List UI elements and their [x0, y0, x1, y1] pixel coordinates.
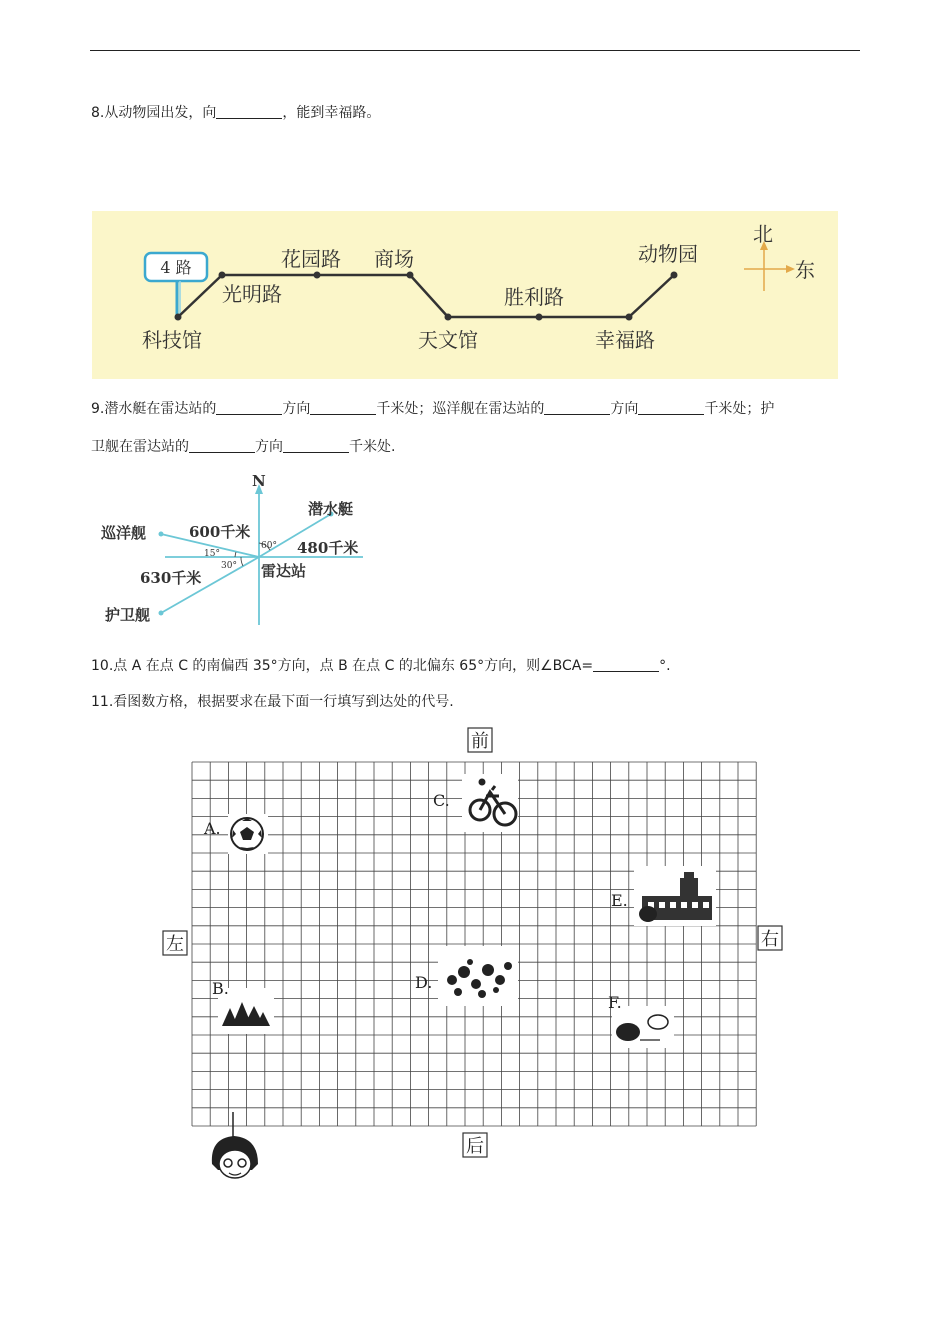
- point-c-label: C.: [433, 791, 450, 810]
- q9-text-b: 方向: [282, 401, 311, 417]
- compass-north-label: 北: [753, 222, 773, 246]
- radar-cruiser-label: 巡洋舰: [101, 524, 147, 542]
- q9-text-g: 方向: [255, 439, 283, 455]
- q9-blank-2[interactable]: [310, 400, 376, 415]
- stop-label-dongwu: 动物园: [638, 242, 698, 266]
- question-8: [91, 94, 380, 132]
- point-e-label: E.: [611, 891, 628, 910]
- q11-text: 11.看图数方格，根据要求在最下面一行填写到达处的代号.: [91, 694, 454, 710]
- soccer-ball-icon: [231, 818, 263, 850]
- radar-figure: [95, 470, 370, 630]
- stop-dot-guangming: [219, 272, 226, 279]
- question-10: [91, 647, 671, 685]
- left-label: 左: [166, 934, 184, 955]
- q9-text-f: 卫舰在雷达站的: [91, 439, 189, 455]
- q8-blank[interactable]: [216, 104, 282, 119]
- route-map-background: [92, 211, 838, 379]
- q9-text-a: 9.潜水艇在雷达站的: [91, 401, 217, 417]
- point-b-label: B.: [212, 979, 229, 998]
- question-9-line-2: [91, 428, 395, 466]
- q9-blank-6[interactable]: [283, 438, 349, 453]
- q9-text-d: 方向: [610, 401, 639, 417]
- q9-text-c: 千米处；巡洋舰在雷达站的: [376, 401, 545, 417]
- stop-dot-keji: [175, 314, 182, 321]
- stop-label-tianwen: 天文馆: [418, 328, 478, 352]
- stop-dot-shengli: [536, 314, 543, 321]
- q9-text-h: 千米处.: [349, 439, 396, 455]
- right-label: 右: [761, 929, 779, 950]
- route-map-figure: [92, 211, 838, 379]
- question-11: [91, 683, 454, 721]
- back-label: 后: [466, 1136, 484, 1157]
- bus-sign-label: 4 路: [160, 258, 192, 277]
- stop-dot-dongwu: [671, 272, 678, 279]
- q10-blank[interactable]: [593, 657, 659, 672]
- radar-point-cruiser: [159, 532, 164, 537]
- q10-text-before: 10.点 A 在点 C 的南偏西 35°方向，点 B 在点 C 的北偏东 65°方向，则∠BCA=: [91, 658, 594, 674]
- point-d-label: D.: [415, 973, 433, 992]
- radar-submarine-angle: 60°: [261, 541, 277, 551]
- q9-blank-4[interactable]: [638, 400, 704, 415]
- compass-east-label: 东: [795, 258, 815, 282]
- q9-blank-5[interactable]: [189, 438, 255, 453]
- radar-submarine-distance: 480千米: [297, 539, 359, 557]
- radar-frigate-angle: 30°: [221, 561, 237, 571]
- radar-station-label: 雷达站: [261, 562, 307, 580]
- front-label: 前: [471, 731, 489, 752]
- radar-cruiser-distance: 600千米: [189, 523, 251, 541]
- stop-dot-xingfu: [626, 314, 633, 321]
- stop-label-xingfu: 幸福路: [595, 328, 655, 352]
- q9-blank-1[interactable]: [216, 400, 282, 415]
- stop-label-shangchang: 商场: [374, 247, 414, 271]
- stop-label-shengli: 胜利路: [504, 285, 564, 309]
- q8-text-after: ，能到幸福路。: [282, 105, 381, 121]
- radar-cruiser-angle: 15°: [204, 549, 220, 559]
- point-f-label: F.: [608, 993, 622, 1012]
- q9-text-e: 千米处；护: [704, 401, 775, 417]
- q10-text-after: °.: [659, 658, 671, 674]
- q8-text-before: 8.从动物园出发，向: [91, 105, 217, 121]
- point-a-label: A.: [204, 819, 221, 838]
- stop-label-huayuan: 花园路: [281, 247, 341, 271]
- radar-north-label: N: [252, 472, 266, 490]
- stop-dot-shangchang: [407, 272, 414, 279]
- stop-dot-huayuan: [314, 272, 321, 279]
- radar-frigate-distance: 630千米: [140, 569, 202, 587]
- radar-point-frigate: [159, 611, 164, 616]
- question-9-line-1: [91, 390, 774, 428]
- q9-blank-3[interactable]: [544, 400, 610, 415]
- radar-frigate-label: 护卫舰: [105, 606, 151, 624]
- radar-submarine-label: 潜水艇: [308, 500, 354, 518]
- grid-figure: [162, 726, 790, 1188]
- stop-label-guangming: 光明路: [222, 282, 282, 306]
- header-rule: [90, 50, 860, 51]
- stop-dot-tianwen: [445, 314, 452, 321]
- angle-arc-frigate: [241, 557, 243, 566]
- stop-label-keji: 科技馆: [142, 328, 202, 352]
